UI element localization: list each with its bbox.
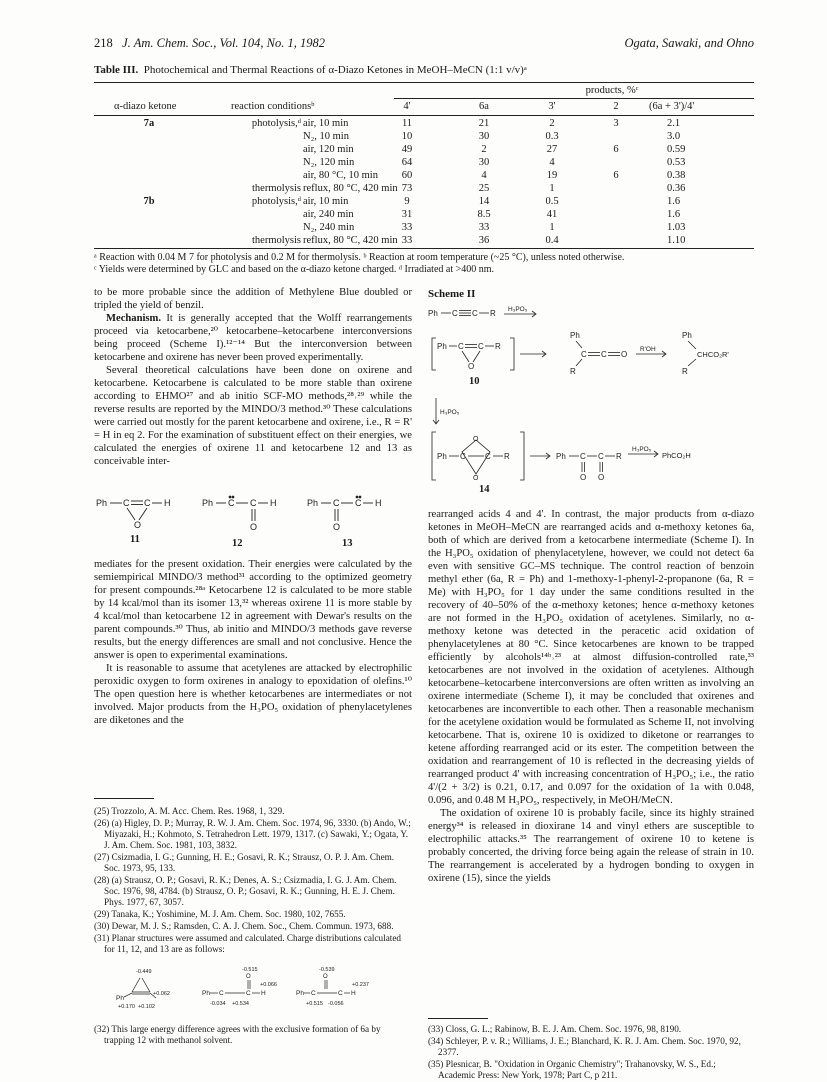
cell-6a: 4 [481, 170, 487, 181]
cell-6a: 21 [478, 118, 490, 129]
svg-text:C: C [452, 309, 458, 318]
cell-4p: 73 [401, 183, 413, 194]
charge-a3: +0.170 [118, 1004, 135, 1010]
cell-6a: 2 [481, 144, 487, 155]
products-header: products, %ᶜ [585, 85, 639, 96]
cell-6a: 30 [478, 131, 490, 142]
cell-6a: 25 [478, 183, 490, 194]
svg-text:O: O [323, 974, 328, 980]
svg-text:Ph: Ph [570, 331, 580, 340]
svg-text:O: O [621, 350, 628, 359]
cell-conditions: N₂, 10 min [303, 131, 349, 142]
svg-text:C: C [246, 990, 251, 997]
svg-text:C: C [144, 498, 151, 508]
paragraph: Several theoretical calculations have been done on oxirene and ketocarbene. Ketocarbene is calculated to be more stable than oxirene according to EHMO²⁷ and ab initio SCF-MO methods,²⁸˒²⁹ while the reverse results are reported by the MINDO/3 method.³⁰ These calculations were carried out mostly for the parent ketocarbene and oxirene, i.e., R = R' = H in eq 2. For the examination of substituent effect on their energies, we calculated the energies of oxirene 11 and ketocarbene 12 and 13 as conceivable inter- [94, 365, 412, 467]
table-bottom-rule [94, 248, 754, 249]
reference-separator [428, 1018, 488, 1019]
label-14: 14 [479, 484, 490, 495]
reference-item: (30) Dewar, M. J. S.; Ramsden, C. A. J. Chem. Soc., Chem. Commun. 1973, 688. [94, 921, 394, 931]
cell-6a: 14 [478, 196, 490, 207]
cell-method: thermolysis [252, 183, 301, 194]
svg-text:C: C [485, 452, 491, 461]
cell-conditions: air, 120 min [303, 144, 354, 155]
svg-text:H: H [164, 498, 171, 508]
svg-text:O: O [250, 522, 258, 532]
col-header-ratio: (6a + 3')/4' [649, 101, 695, 112]
scheme-label: Scheme II [428, 288, 476, 300]
col-header-6a: 6a [479, 101, 489, 112]
cell-ratio: 1.6 [667, 196, 681, 207]
svg-text:O: O [246, 974, 251, 980]
svg-text:Ph: Ph [437, 342, 447, 351]
cell-2: 6 [613, 144, 619, 155]
svg-text:O: O [468, 362, 475, 371]
cell-method: thermolysis [252, 235, 301, 246]
cell-3p: 41 [546, 209, 558, 220]
cell-4p: 33 [401, 235, 413, 246]
cell-3p: 1 [549, 222, 555, 233]
author-names: Ogata, Sawaki, and Ohno [624, 36, 754, 50]
cell-4p: 11 [401, 118, 413, 129]
svg-text:C: C [460, 452, 466, 461]
svg-text:C: C [458, 342, 464, 351]
svg-text:Ph: Ph [428, 309, 438, 318]
table-footnote-1: ᵃ Reaction with 0.04 M 7 for photolysis and 0.2 M for thermolysis. ᵇ Reaction at room temperature (~25 °C), unless noted otherwise. [94, 252, 625, 263]
svg-text:C: C [333, 498, 340, 508]
cell-6a: 30 [478, 157, 490, 168]
paragraph: mediates for the present oxidation. Their energies were calculated by the semiempirical MINDO/3 method³¹ according to the optimized geometry for present compounds.²⁸ᵃ Ketocarbene 12 is calculated to be more stable by 14 kcal/mol than its isomer 13,³² whereas oxirene 11 is more stable by 4 kcal/mol than ketocarbene 12 in agreement with Dewar's results on the parent compounds.³⁰ Thus, ab initio and MINDO/3 methods gave reverse results, but the energy differences are small and not conclusive. Hence the answer is open to experimental examinations. [94, 559, 412, 661]
product-acid: PhCO₂H [662, 451, 691, 460]
svg-text:R: R [495, 342, 501, 351]
cell-ketone: 7a [143, 118, 155, 129]
label-13: 13 [342, 538, 353, 549]
col-header-ketone: α-diazo ketone [114, 101, 177, 112]
structures-11-12-13 [94, 488, 414, 552]
svg-text:O: O [134, 520, 142, 530]
svg-text:C: C [311, 990, 316, 997]
cell-ratio: 0.53 [667, 157, 686, 168]
svg-text:C: C [581, 350, 587, 359]
col-header-3p: 3' [548, 101, 556, 112]
svg-text:Ph: Ph [556, 452, 566, 461]
charge-b3: -0.034 [210, 1001, 226, 1007]
svg-text:R: R [490, 309, 496, 318]
svg-text:C: C [601, 350, 607, 359]
cell-6a: 33 [478, 222, 490, 233]
svg-text:R: R [570, 367, 576, 376]
reference-item: (27) Csizmadia, I. G.; Gunning, H. E.; Gosavi, R. K.; Strausz, O. P. J. Am. Chem. Soc. 1973, 95, 133. [94, 852, 395, 873]
reference-item: (28) (a) Strausz, O. P.; Gosavi, R. K.; Denes, A. S.; Csizmadia, I. G. J. Am. Chem. Soc. 1976, 98, 4784. (b) Strausz, O. P.; Gosavi, R. K.; Gunning, H. E. J. Chem. Phys. 1977, 67, 3057. [94, 875, 397, 907]
reference-item: (34) Schleyer, P. v. R.; Williams, J. E.; Blanchard, K. R. J. Am. Chem. Soc. 1970, 92, 2377. [428, 1036, 741, 1057]
cell-2: 6 [613, 170, 619, 181]
cell-ratio: 0.38 [667, 170, 686, 181]
reference-32: (32) This large energy difference agrees with the exclusive formation of 6a by trapping 12 with methanol solvent. [94, 1024, 381, 1045]
left-column-upper [94, 286, 412, 468]
svg-text:C: C [478, 342, 484, 351]
svg-text:H: H [351, 990, 356, 997]
cell-conditions: N₂, 120 min [303, 157, 355, 168]
table-footnote-2: ᶜ Yields were determined by GLC and based on the α-diazo ketone charged. ᵈ Irradiated at >400 nm. [94, 264, 495, 275]
cell-4p: 10 [401, 131, 413, 142]
cell-3p: 19 [546, 170, 558, 181]
svg-text:O: O [580, 473, 587, 482]
label-10: 10 [469, 376, 480, 387]
cell-4p: 60 [401, 170, 413, 181]
left-column-lower [94, 558, 412, 727]
svg-text:C: C [355, 498, 362, 508]
svg-text:R: R [682, 367, 688, 376]
cell-4p: 33 [401, 222, 413, 233]
cell-3p: 4 [549, 157, 555, 168]
svg-text:C: C [472, 309, 478, 318]
cell-3p: 2 [549, 118, 555, 129]
reference-item: (29) Tanaka, K.; Yoshimine, M. J. Am. Chem. Soc. 1980, 102, 7655. [94, 909, 346, 919]
left-references [94, 806, 412, 956]
paragraph: The oxidation of oxirene 10 is probably facile, since its highly strained energy³⁴ is released in dioxirane 14 and vinyl ethers are susceptible to electrophilic attacks.³⁵ The rearrangement of oxirene 10 to ketene is probably concerted, the driving force being again the release of strain in 10. The rearrangement is accelerated by a hydrogen bonding to oxygen in oxirene (15), since the yields [428, 808, 754, 884]
label-11: 11 [130, 534, 140, 545]
table-caption [94, 64, 754, 76]
reagent-roh: R'OH [640, 346, 656, 353]
charge-c3: +0.515 [306, 1001, 323, 1007]
paragraph: It is reasonable to assume that acetylenes are attacked by electrophilic peroxidic oxygen to form oxirenes in analogy to epoxidation of olefins.¹⁰ The open question here is whether ketocarbenes are intermediates or not involved. Major products from the H₃PO₅ oxidation of phenylacetylenes are diketones and the [94, 663, 412, 726]
cell-ratio: 1.10 [667, 235, 686, 246]
reference-separator [94, 798, 154, 799]
svg-text:H: H [261, 990, 266, 997]
svg-text:H: H [375, 498, 382, 508]
charge-b4: +0.534 [232, 1001, 249, 1007]
charge-a4: +0.102 [138, 1004, 155, 1010]
svg-text:O: O [473, 436, 479, 443]
cell-3p: 0.4 [545, 235, 559, 246]
right-references [428, 1024, 754, 1082]
col-header-2: 2 [613, 101, 619, 112]
cell-conditions: reflux, 80 °C, 420 min [303, 183, 398, 194]
table-label: Table III. [94, 64, 139, 76]
cell-ratio: 1.6 [667, 209, 681, 220]
svg-text:O: O [473, 475, 479, 482]
svg-text:C: C [228, 498, 235, 508]
reference-item: (31) Planar structures were assumed and calculated. Charge distributions calculated for 11, 12, and 13 are as follows: [94, 933, 401, 954]
svg-text:Ph: Ph [307, 498, 319, 508]
cell-method: photolysis,ᵈ [251, 118, 301, 129]
right-column [428, 508, 754, 885]
cell-ratio: 3.0 [667, 131, 681, 142]
charge-a1: -0.449 [136, 969, 152, 975]
col-header-conditions: reaction conditionsᵇ [231, 101, 315, 112]
products-rule [394, 98, 754, 99]
cell-conditions: air, 80 °C, 10 min [303, 170, 378, 181]
cell-2: 3 [613, 118, 619, 129]
paragraph: to be more probable since the addition of Methylene Blue doubled or tripled the yield of benzil. [94, 287, 412, 311]
reference-item: (25) Trozzolo, A. M. Acc. Chem. Res. 1968, 1, 329. [94, 806, 285, 816]
reagent-2: H₃PO₅ [440, 409, 460, 416]
svg-text:Ph: Ph [202, 990, 210, 997]
journal-citation: J. Am. Chem. Soc., Vol. 104, No. 1, 1982 [122, 36, 326, 50]
paragraph-mechanism: Mechanism. It is generally accepted that the Wolff rearrangements proceed via ketocarbene,²⁰ ketocarbene–ketocarbene interconversions being proceed (Scheme I).¹²⁻¹⁴ But the interconversion between ketocarbene and oxirene has never been proved experimentally. [94, 313, 412, 363]
charge-b2: +0.066 [260, 982, 277, 988]
cell-conditions: air, 240 min [303, 209, 354, 220]
cell-4p: 9 [404, 196, 410, 207]
charge-c4: -0.056 [328, 1001, 344, 1007]
svg-text:C: C [250, 498, 257, 508]
charge-a2: +0.062 [153, 991, 170, 997]
cell-conditions: air, 10 min [303, 118, 349, 129]
cell-6a: 8.5 [477, 209, 491, 220]
cell-conditions: N₂, 240 min [303, 222, 355, 233]
svg-text:C: C [580, 452, 586, 461]
reagent-3: H₃PO₅ [632, 446, 652, 453]
charge-distributions [94, 964, 414, 1020]
svg-text:Ph: Ph [116, 995, 124, 1002]
cell-3p: 0.5 [545, 196, 559, 207]
cell-3p: 27 [546, 144, 558, 155]
cell-ketone: 7b [143, 196, 155, 207]
product-ester: CHCO₂R' [697, 350, 729, 359]
scheme-ii-diagram [424, 302, 754, 506]
cell-ratio: 1.03 [667, 222, 686, 233]
svg-text:C: C [338, 990, 343, 997]
section-heading: Mechanism. [106, 313, 162, 324]
svg-text:R: R [616, 452, 622, 461]
table-top-rule [94, 82, 754, 83]
cell-4p: 64 [401, 157, 413, 168]
reference-item: (26) (a) Higley, D. P.; Murray, R. W. J. Am. Chem. Soc. 1974, 96, 3330. (b) Ando, W.; Miyazaki, H.; Kohmoto, S. Tetrahedron Lett. 1979, 1317. (c) Sawaki, Y.; Ogata, Y. J. Am. Chem. Soc. 1981, 103, 3832. [94, 818, 411, 850]
cell-6a: 36 [478, 235, 490, 246]
cell-3p: 0.3 [545, 131, 559, 142]
reagent-1: H₃PO₅ [508, 306, 528, 313]
page-number: 218 [94, 36, 113, 50]
svg-text:O: O [598, 473, 605, 482]
svg-text:H: H [270, 498, 277, 508]
svg-text:R: R [504, 452, 510, 461]
label-12: 12 [232, 538, 243, 549]
cell-conditions: air, 10 min [303, 196, 349, 207]
cell-ratio: 2.1 [667, 118, 681, 129]
svg-text:Ph: Ph [96, 498, 108, 508]
cell-3p: 1 [549, 183, 555, 194]
cell-4p: 31 [401, 209, 413, 220]
cell-ratio: 0.59 [667, 144, 686, 155]
reference-item: (33) Closs, G. L.; Rabinow, B. E. J. Am. Chem. Soc. 1976, 98, 8190. [428, 1024, 682, 1034]
svg-text:Ph: Ph [682, 331, 692, 340]
cell-4p: 49 [401, 144, 413, 155]
col-header-4p: 4' [403, 101, 411, 112]
svg-text:O: O [333, 522, 341, 532]
charge-b1: -0.515 [242, 967, 258, 973]
header-rule [94, 115, 754, 116]
table-title: Photochemical and Thermal Reactions of α-Diazo Ketones in MeOH–MeCN (1:1 v/v)ᵃ [143, 64, 527, 76]
cell-ratio: 0.36 [667, 183, 686, 194]
reference-item: (35) Plesnicar, B. "Oxidation in Organic Chemistry"; Trahanovsky, W. S., Ed.; Academic Press: New York, 1978; Part C, p 211. [428, 1059, 716, 1080]
svg-text:Ph: Ph [296, 990, 304, 997]
cell-method: photolysis,ᵈ [251, 196, 301, 207]
svg-text:C: C [598, 452, 604, 461]
running-header [94, 36, 754, 52]
charge-c1: -0.539 [319, 967, 335, 973]
svg-text:Ph: Ph [437, 452, 447, 461]
cell-conditions: reflux, 80 °C, 420 min [303, 235, 398, 246]
charge-c2: +0.237 [352, 982, 369, 988]
svg-text:C: C [219, 990, 224, 997]
svg-text:C: C [123, 498, 130, 508]
svg-text:Ph: Ph [202, 498, 214, 508]
paragraph: rearranged acids 4 and 4'. In contrast, the major products from α-diazo ketones in MeOH–MeCN are rearranged acids and α-methoxy ketones 6a, both of which are derived from a ketocarbene intermediate (Scheme I). In the H₃PO₅ oxidation of phenylacetylene, however, we could not detect 6a even with sensitive GC–MS technique. The control reaction of benzoin methyl ether (6a, R = Ph) and 1-methoxy-1-phenyl-2-propanone (6a, R = Me) with H₃PO₅ for 1 day under the same conditions resulted in the recovery of 40–50% of the α-methoxy ketones; hence α-methoxy ketones are not formed in the H₃PO₅ oxidation of acetylenes. Similarly, no α-methoxy ketone was detected in the peracetic acid oxidation of phenylacetylenes at 80 °C. Since ketocarbenes are known to be trapped efficiently by alcohols¹⁴ᵇ˒²³ at almost diffusion-controlled rate,³³ ketocarbenes are not involved in the oxidation of acetylenes. Although ketocarbene–ketocarbene interconversions are often written as involving an oxirene intermediate (Scheme I), it may be concluded that oxirenes and ketocarbenes are inconvertible to each other. Then a reasonable mechanism for the acetylene oxidation would be formulated as Scheme II, not involving ketocarbene. That is, oxirene 10 is oxidized to diketone or rearranges to ketene affording rearranged acid or its ester. The competition between the oxidation and rearrangement of 10 is reflected in the decreasing yields of rearranged product 4' with increasing concentration of H₃PO₅; i.e., the ratio 4'/(2 + 3/2) is 0.21, 0.17, and 0.097 for the oxidation of 1a with 0.048, 0.096, and 0.48 M H₃PO₅, respectively, in MeOH/MeCN. [428, 509, 754, 806]
